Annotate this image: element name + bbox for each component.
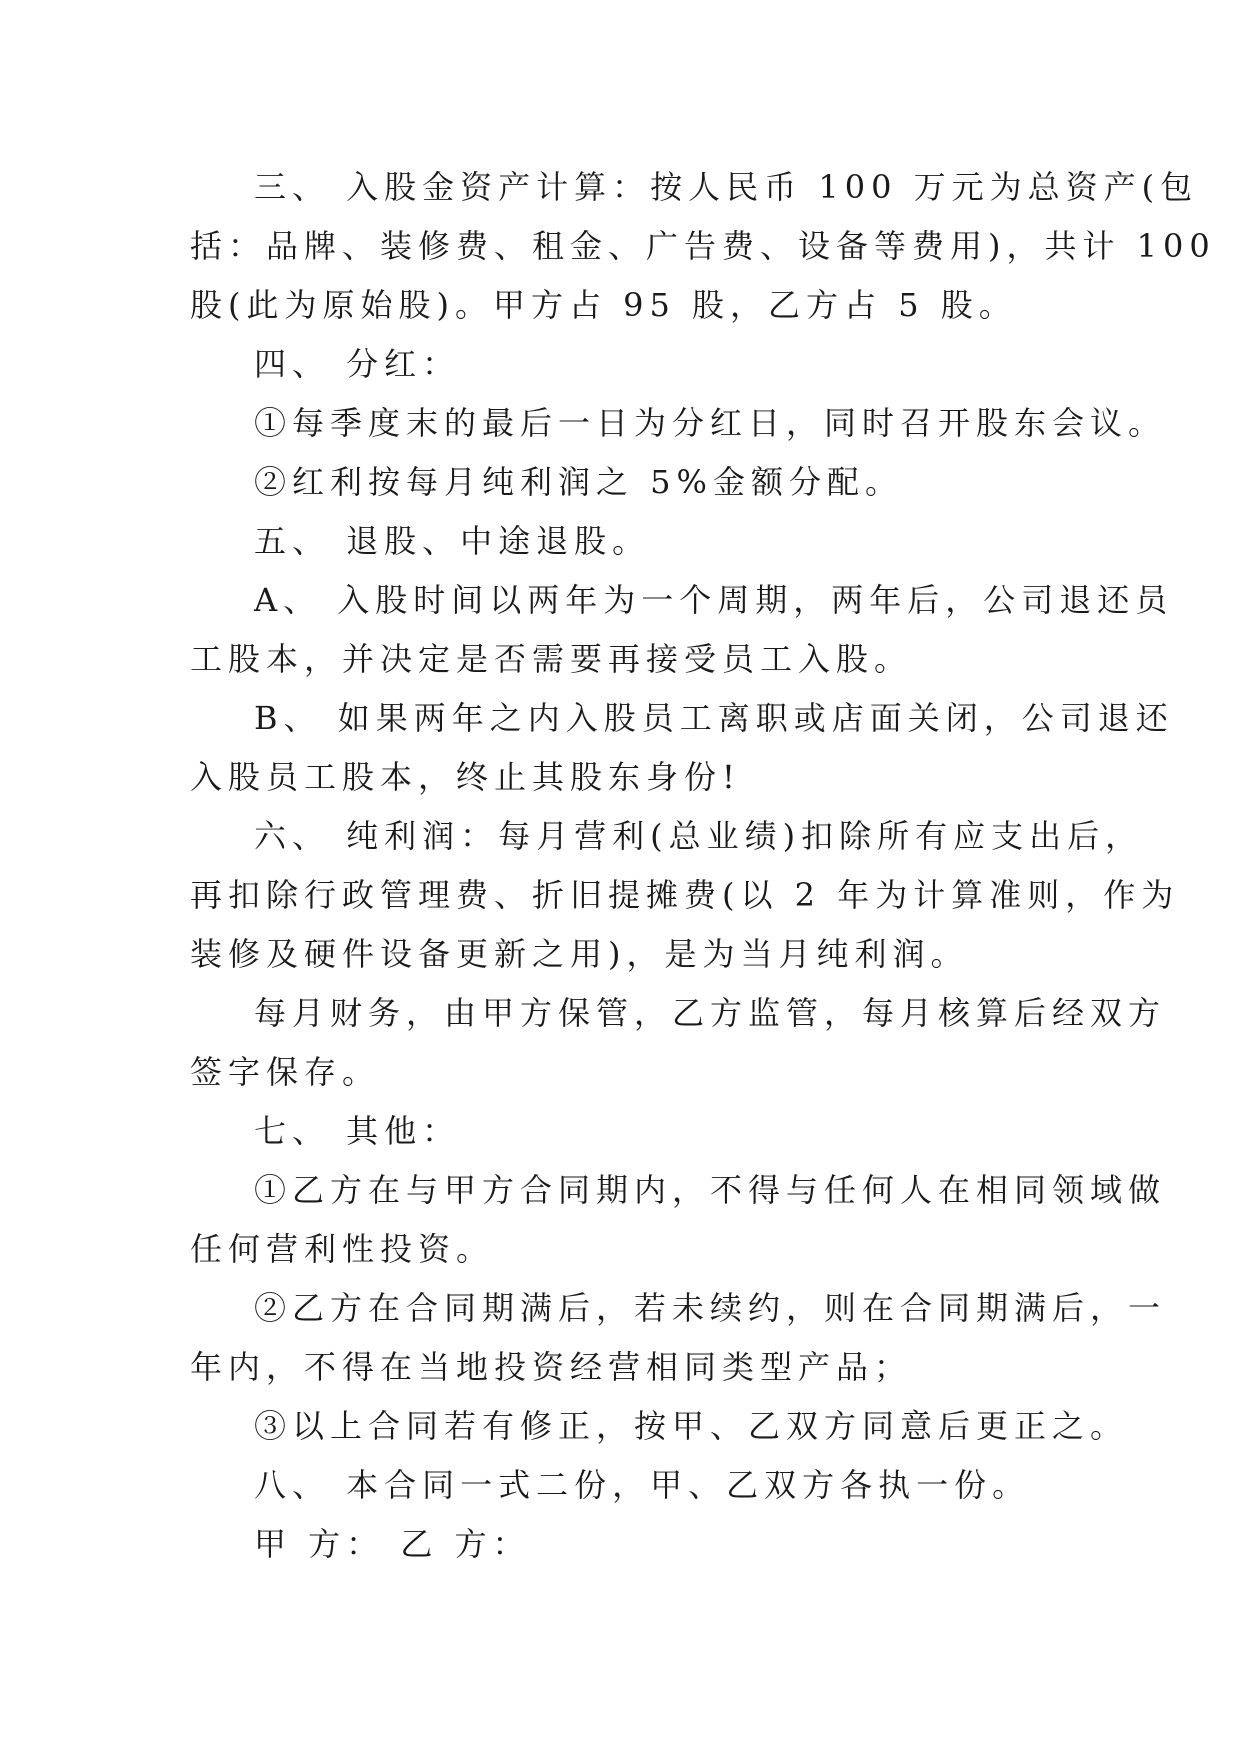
clause-4-heading: 四、 分红： (254, 345, 461, 383)
clause-3-line-3: 股(此为原始股)。甲方占 95 股，乙方占 5 股。 (190, 286, 1017, 324)
clause-5-a-line-1: A、 入股时间以两年为一个周期，两年后，公司退还员 (254, 581, 1174, 619)
clause-3-line-2: 括：品牌、装修费、租金、广告费、设备等费用)，共计 100 (190, 227, 1216, 265)
clause-5-heading: 五、 退股、中途退股。 (254, 522, 651, 560)
clause-5-b-line-1: B、 如果两年之内入股员工离职或店面关闭，公司退还 (254, 699, 1174, 737)
clause-6-line-1: 六、 纯利润：每月营利(总业绩)扣除所有应支出后， (254, 817, 1144, 855)
clause-7-heading: 七、 其他： (254, 1112, 461, 1150)
clause-7-item-3: ③以上合同若有修正，按甲、乙双方同意后更正之。 (254, 1407, 1129, 1445)
document-page (190, 158, 1216, 1574)
clause-7-item-2-line-1: ②乙方在合同期满后，若未续约，则在合同期满后，一 (254, 1289, 1167, 1327)
clause-5-b-line-2: 入股员工股本，终止其股东身份! (190, 758, 741, 796)
clause-4-item-1: ①每季度末的最后一日为分红日，同时召开股东会议。 (254, 404, 1167, 442)
signature-line: 甲 方： 乙 方： (254, 1525, 531, 1563)
clause-6-line-3: 装修及硬件设备更新之用)，是为当月纯利润。 (190, 935, 969, 973)
clause-5-a-line-2: 工股本，并决定是否需要再接受员工入股。 (190, 640, 913, 678)
clause-4-item-2: ②红利按每月纯利润之 5%金额分配。 (254, 463, 903, 501)
clause-7-item-1-line-1: ①乙方在与甲方合同期内，不得与任何人在相同领域做 (254, 1171, 1167, 1209)
clause-6-line-2: 再扣除行政管理费、折旧提摊费(以 2 年为计算准则，作为 (190, 876, 1180, 914)
clause-3-line-1: 三、 入股金资产计算：按人民币 100 万元为总资产(包 (254, 168, 1199, 206)
clause-7-item-2-line-2: 年内，不得在当地投资经营相同类型产品； (190, 1348, 913, 1386)
clause-8: 八、 本合同一式二份，甲、乙双方各执一份。 (254, 1466, 1031, 1504)
clause-7-item-1-line-2: 任何营利性投资。 (190, 1230, 495, 1268)
finance-paragraph-line-1: 每月财务，由甲方保管，乙方监管，每月核算后经双方 (254, 994, 1167, 1032)
finance-paragraph-line-2: 签字保存。 (190, 1053, 381, 1091)
